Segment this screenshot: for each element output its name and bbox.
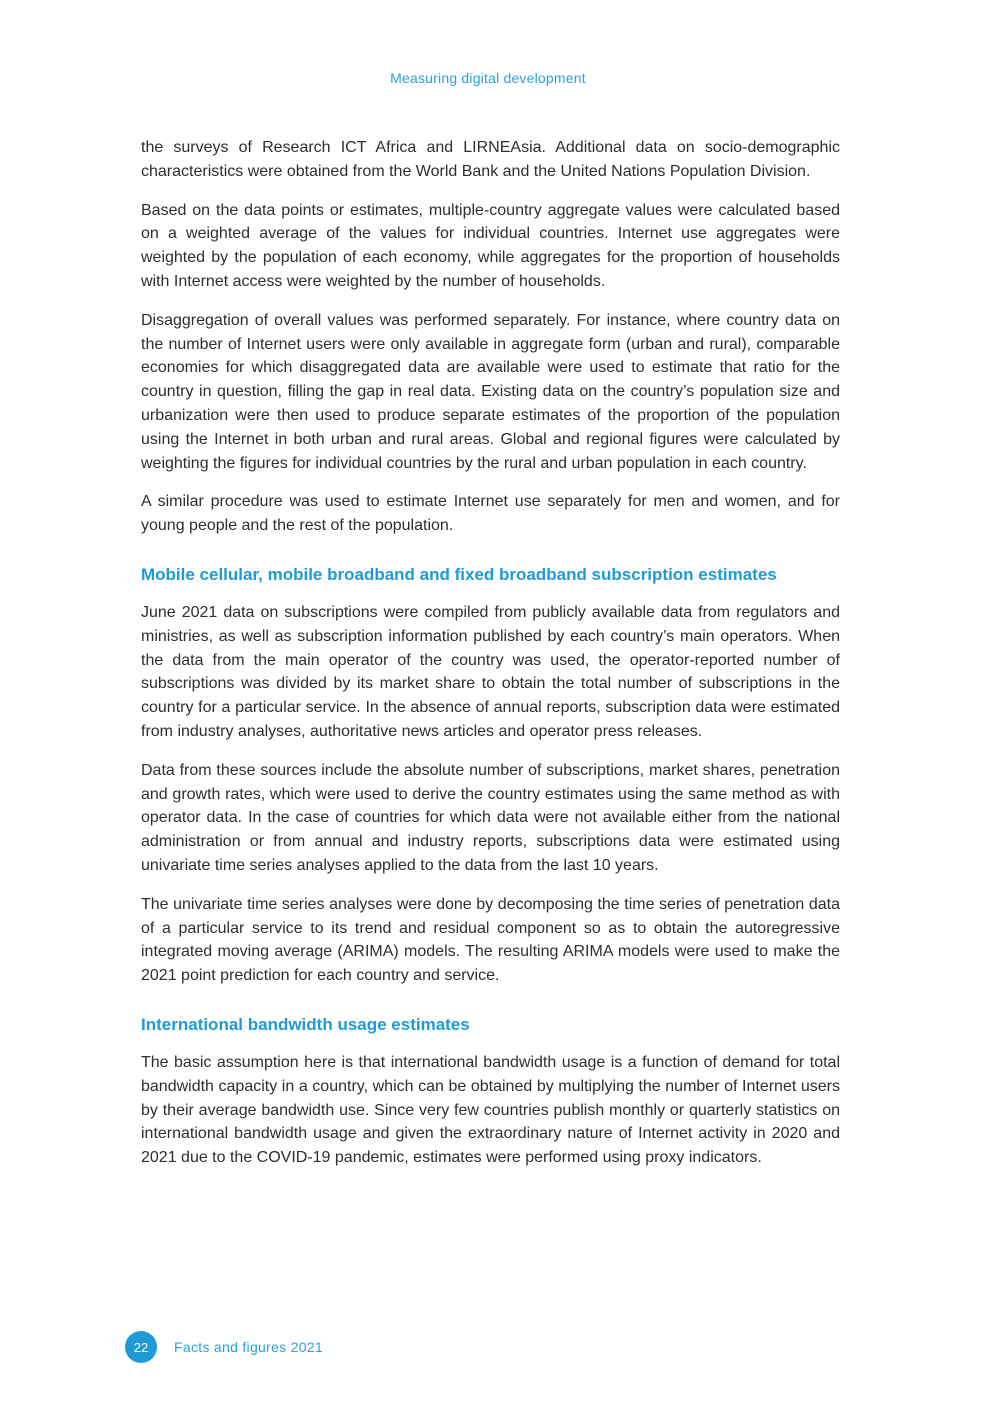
paragraph: the surveys of Research ICT Africa and LIRNEAsia. Additional data on socio-demographic characteristics were obtained from the World Bank and the United Nations Population Division.	[141, 139, 840, 180]
footer-publication-title: Facts and figures 2021	[174, 1339, 324, 1355]
section-heading-mobile-subscriptions: Mobile cellular, mobile broadband and fixed broadband subscription estimates	[141, 564, 777, 584]
main-content	[141, 136, 840, 1185]
paragraph: The basic assumption here is that international bandwidth usage is a function of demand for total bandwidth capacity in a country, which can be obtained by multiplying the number of Internet users by their average bandwidth use. Since very few countries publish monthly or quarterly statistics on international bandwidth usage and given the extraordinary nature of Internet activity in 2020 and 2021 due to the COVID-19 pandemic, estimates were performed using proxy indicators.	[141, 1053, 840, 1167]
section-heading-bandwidth: International bandwidth usage estimates	[141, 1014, 470, 1034]
paragraph: The univariate time series analyses were done by decomposing the time series of penetration data of a particular service to its trend and residual component so as to obtain the autoregressive integrated moving average (ARIMA) models. The resulting ARIMA models were used to make the 2021 point prediction for each country and service.	[141, 895, 840, 985]
page-footer	[125, 1331, 323, 1363]
paragraph: Based on the data points or estimates, multiple-country aggregate values were calculated based on a weighted average of the values for individual countries. Internet use aggregates were weighted by the population of each economy, while aggregates for the proportion of households with Internet access were weighted by the number of households.	[141, 201, 840, 290]
paragraph: June 2021 data on subscriptions were compiled from publicly available data from regulators and ministries, as well as subscription information published by each country’s main operators. When the data from the main operator of the country was used, the operator-reported number of subscriptions was divided by its market share to obtain the total number of subscriptions in the country for a particular service. In the absence of annual reports, subscription data were estimated from industry analyses, authoritative news articles and operator press releases.	[141, 603, 840, 740]
paragraph: Data from these sources include the absolute number of subscriptions, market shares, penetration and growth rates, which were used to derive the country estimates using the same method as with operator data. In the case of countries for which data were not available either from the national administration or from annual and industry reports, subscriptions data were estimated using univariate time series analyses applied to the data from the last 10 years.	[141, 761, 840, 874]
running-header: Measuring digital development	[390, 70, 586, 86]
paragraph: A similar procedure was used to estimate Internet use separately for men and women, and for young people and the rest of the population.	[141, 493, 840, 535]
paragraph: Disaggregation of overall values was performed separately. For instance, where country data on the number of Internet users were only available in aggregate form (urban and rural), comparable economies for which disaggregated data are available were used to estimate that ratio for the country in question, filling the gap in real data. Existing data on the country’s population size and urbanization were then used to produce separate estimates of the proportion of the population using the Internet in both urban and rural areas. Global and regional figures were calculated by weighting the figures for individual countries by the rural and urban population in each country.	[141, 311, 840, 472]
page-number-badge: 22	[125, 1331, 157, 1363]
